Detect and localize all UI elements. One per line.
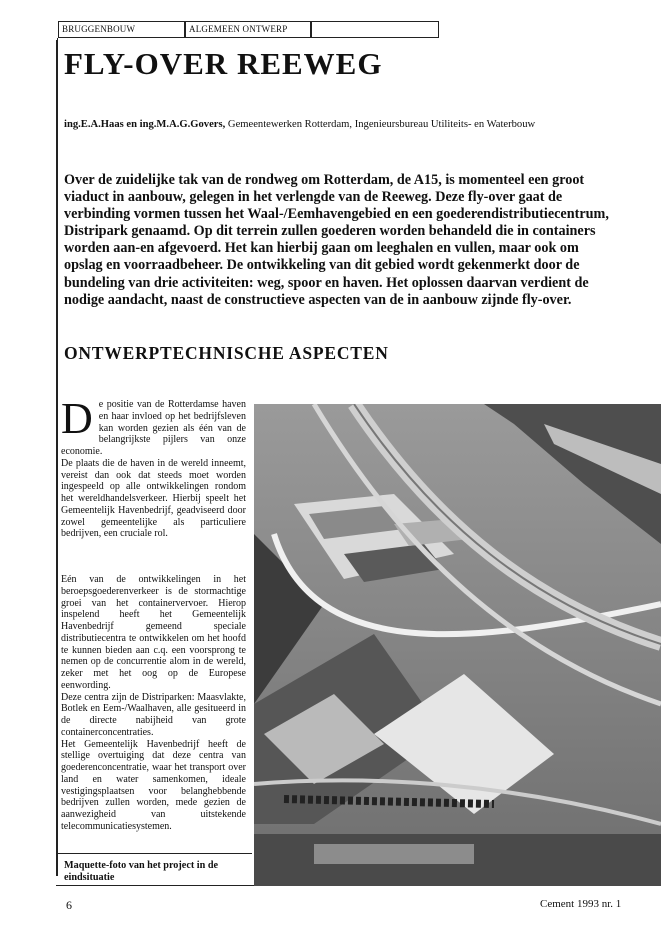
section-tag-empty <box>311 21 439 38</box>
body-paragraph-3: Eén van de ontwikkelingen in het beroepsgoederenverkeer is de stormachtige groei van het containervervoer. Hierop inspelend heeft het Gemeentelijk Havenbedrijf gemeend speciale distributiecentra te ontwikkelen om het hoofd te kunnen bieden aan c.q. een voorsprong te nemen op de concurrentie alom in de wereld, zeker met het oog op de Europese eenwording. <box>61 574 246 691</box>
caption-top-rule <box>56 853 252 854</box>
lead-paragraph: Over de zuidelijke tak van de rondweg om Rotterdam, de A15, is momenteel een groot viaduct in aanbouw, gelegen in het verlengde van de Reeweg. Deze fly-over gaat de verbinding vormen tussen het Waal-/Eemhavengebied en een goederendistributiecentrum, Distripark genaamd. Op dit terrein zullen goederen worden behandeld die in containers worden aan-en afgevoerd. Het kan hierbij gaan om leeghalen en vullen, maar ook om opslag en voorraadbeheer. De ontwikkeling van dit gebied wordt gekenmerkt door de bundeling van drie activiteiten: weg, spoor en haven. Het oplossen daarvan verdient de nodige aandacht, naast de constructieve aspecten van de in aanbouw zijnde fly-over. <box>64 172 609 308</box>
photo-caption: Maquette-foto van het project in de eindsituatie <box>64 860 219 883</box>
body-column-bottom <box>61 574 246 833</box>
section-heading: ONTWERPTECHNISCHE ASPECTEN <box>64 343 389 363</box>
author-line <box>64 119 535 130</box>
body-paragraph-4: Deze centra zijn de Distriparken: Maasvlakte, Botlek en Eem-/Waalhaven, alle gesitueerd in de directe nabijheid van grote containerconcentraties. <box>61 691 246 738</box>
body-column-top <box>61 394 246 540</box>
author-names: ing.E.A.Haas en ing.M.A.G.Govers, <box>64 119 226 130</box>
section-tag-bruggenbouw: BRUGGENBOUW <box>58 21 185 38</box>
body-paragraph-2: De plaats die de haven in de wereld inneemt, vereist dan ook dat steeds moet worden ingespeeld op alle ontwikkelingen rondom het wereldhandelsverkeer. Hierbij speelt het Gemeentelijk Havenbedrijf, geadviseerd door zowel gemeentelijke als particuliere bedrijven, een cruciale rol. <box>61 457 246 540</box>
body-paragraph-5: Het Gemeentelijk Havenbedrijf heeft de stellige overtuiging dat deze centra van goederenconcentratie, waar het transport over land en water samenkomen, ideale vestigingsplaatsen voor belanghebbende bedrijven zullen worden, mede gezien de aanwezigheid van uitstekende telecommunicatiesystemen. <box>61 738 246 832</box>
author-affiliation: Gemeentewerken Rotterdam, Ingenieursbureau Utiliteits- en Waterbouw <box>227 119 536 130</box>
drop-cap: D <box>61 394 93 443</box>
journal-reference: Cement 1993 nr. 1 <box>540 898 622 910</box>
aerial-photo <box>254 404 661 886</box>
aerial-photo-illustration <box>254 404 661 886</box>
left-column-rule <box>56 40 58 876</box>
page-title: FLY-OVER REEWEG <box>64 46 383 81</box>
section-tag-algemeen-ontwerp: ALGEMEEN ONTWERP <box>185 21 311 38</box>
page-number: 6 <box>66 898 72 912</box>
body-paragraph-1: e positie van de Rotterdamse haven en haar invloed op het bedrijfsleven kan worden gezien als één van de belangrijkste pijlers van onze economie. <box>61 399 246 457</box>
